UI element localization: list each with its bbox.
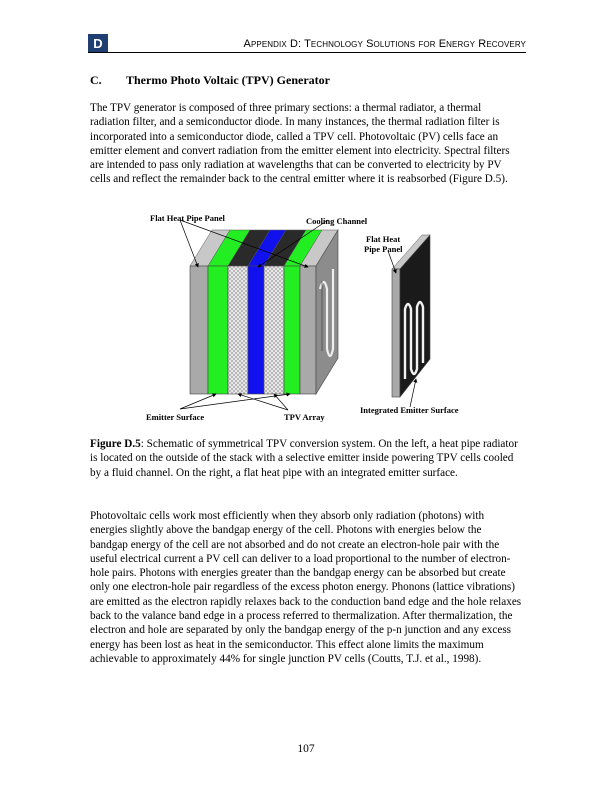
- intro-paragraph: The TPV generator is composed of three primary sections: a thermal radiator, a thermal radiation filter, and a semiconductor diode. In many instances, the thermal radiation filter is incorporated into a semiconductor diode, called a TPV cell. Photovoltaic (PV) cells face an emitter element and convert radiation from the emitter element into electricity. Spectral filters are intended to pass only radiation at wavelengths that can be converted to electricity by PV cells and reflect the remainder back to the central emitter where it is reabsorbed (Figure D.5).: [90, 102, 510, 186]
- section-number: C.: [90, 73, 102, 87]
- stack-front-gray-right: [300, 266, 316, 394]
- section-title: Thermo Photo Voltaic (TPV) Generator: [126, 73, 330, 87]
- flat-heat-pipe-panel: [392, 235, 430, 397]
- stack-front-green-left: [208, 266, 228, 394]
- panel-front-edge: [392, 269, 400, 397]
- label-tpv-array: TPV Array: [284, 412, 325, 422]
- label-pipe-panel: Pipe Panel: [364, 244, 403, 254]
- caption-label: Figure D.5: [90, 438, 141, 450]
- stack-front-blue: [248, 266, 264, 394]
- section-heading: [90, 73, 520, 88]
- label-flat-heat-pipe-panel: Flat Heat Pipe Panel: [150, 213, 225, 223]
- tpv-schematic-figure: [120, 209, 490, 431]
- page-number: 107: [297, 743, 315, 755]
- stack-front-mesh-left: [228, 266, 248, 394]
- header-rule: [88, 52, 526, 53]
- label-flat-heat: Flat Heat: [366, 234, 401, 244]
- stack-front-mesh-right: [264, 266, 284, 394]
- stack-front-green-right: [284, 266, 300, 394]
- label-integrated-emitter-surface: Integrated Emitter Surface: [360, 405, 459, 415]
- tpv-stack: [190, 230, 338, 394]
- pv-efficiency-paragraph: Photovoltaic cells work most efficiently when they absorb only radiation (photons) with energies slightly above the bandgap energy of the cell. Photons with energies below the bandgap energy of the cell are not absorbed and do not create an electron-hole pair with the useful electrical current a PV cell can deliver to a load proportional to the number of electron-hole pairs. Photons with energies greater than the bandgap energy can be absorbed but create only one electron-hole pair regardless of the excess photon energy. Phonons (lattice vibrations) are emitted as the electron rapidly relaxes back to the conduction band edge and the hole relaxes back to the valance band edge in a process referred to thermalization. After thermalization, the electron and hole are separated by only the bandgap energy of the p-n junction and any excess energy has been lost as heat in the semiconductor. This effect alone limits the maximum achievable to approximately 44% for single junction PV cells (Coutts, T.J. et al., 1998).: [90, 510, 522, 665]
- figure-caption: [90, 437, 522, 480]
- caption-text: : Schematic of symmetrical TPV conversion system. On the left, a heat pipe radiator is located on the outside of the stack with a selective emitter inside powering TPV cells cooled by a fluid channel. On the right, a flat heat pipe with an integrated emitter surface.: [90, 438, 518, 479]
- label-cooling-channel: Cooling Channel: [306, 216, 368, 226]
- running-header: Appendix D: Technology Solutions for Energy Recovery: [243, 38, 526, 50]
- appendix-badge: D: [88, 34, 108, 52]
- label-emitter-surface: Emitter Surface: [146, 412, 205, 422]
- stack-front-gray-left: [190, 266, 208, 394]
